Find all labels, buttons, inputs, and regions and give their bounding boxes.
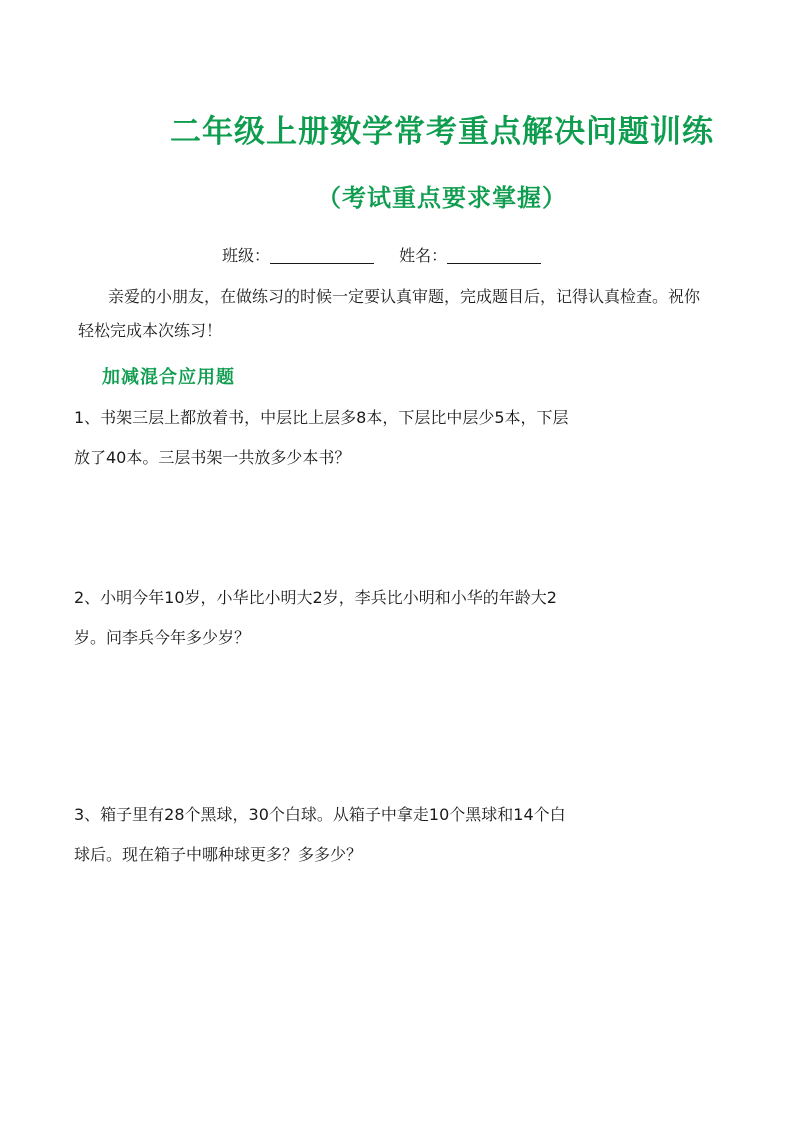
class-blank[interactable] bbox=[270, 247, 374, 264]
question-2-line-2: 岁。问李兵今年多少岁？ bbox=[74, 628, 251, 647]
class-label: 班级： bbox=[222, 246, 271, 265]
question-3 bbox=[74, 795, 674, 875]
name-blank[interactable] bbox=[447, 247, 541, 264]
intro-paragraph bbox=[78, 280, 794, 348]
question-1-line-1: 1、书架三层上都放着书，中层比上层多8本，下层比中层少5本，下层 bbox=[74, 408, 569, 427]
page-subtitle: （考试重点要求掌握） bbox=[317, 184, 567, 212]
question-3-line-2: 球后。现在箱子中哪种球更多？多多少？ bbox=[74, 845, 363, 864]
question-2 bbox=[74, 578, 674, 658]
section-heading: 加减混合应用题 bbox=[102, 367, 235, 388]
question-1 bbox=[74, 398, 674, 478]
question-3-line-1: 3、箱子里有28个黑球，30个白球。从箱子中拿走10个黑球和14个白 bbox=[74, 805, 566, 824]
page-title: 二年级上册数学常考重点解决问题训练 bbox=[170, 114, 714, 150]
question-2-line-1: 2、小明今年10岁，小华比小明大2岁，李兵比小明和小华的年龄大2 bbox=[74, 588, 557, 607]
name-label: 姓名： bbox=[399, 246, 448, 265]
question-1-line-2: 放了40本。三层书架一共放多少本书？ bbox=[74, 448, 351, 467]
intro-line-1: 亲爱的小朋友，在做练习的时候一定要认真审题，完成题目后，记得认真检查。祝你 bbox=[108, 287, 701, 306]
intro-line-2: 轻松完成本次练习！ bbox=[78, 321, 223, 340]
student-info-line bbox=[222, 243, 541, 266]
